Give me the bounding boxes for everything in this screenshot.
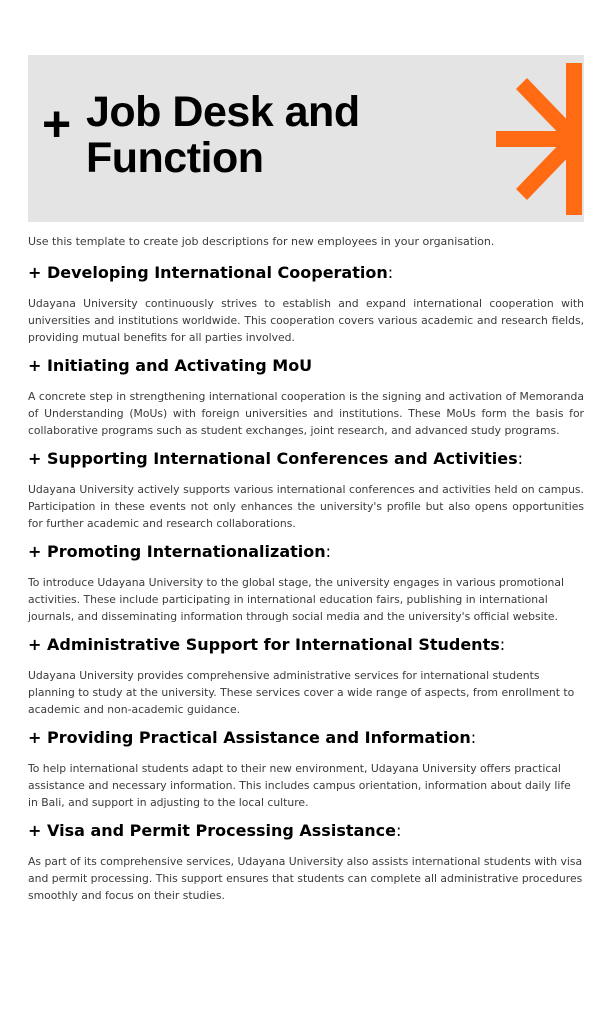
section-heading (28, 262, 584, 284)
section-heading-colon: : (325, 542, 332, 561)
page-title (86, 89, 446, 181)
section-heading-colon: : (517, 449, 524, 468)
plus-icon: + (42, 96, 72, 152)
header-banner (28, 55, 584, 222)
section-visa-permit (28, 820, 584, 904)
section-supporting-conferences (28, 448, 584, 532)
section-heading-text: + Promoting Internationalization (28, 542, 326, 561)
section-promoting-internationalization (28, 541, 584, 625)
section-body: To introduce Udayana University to the global stage, the university engages in various promotional activities. These include participating in international education fairs, publishing in international journals, and disseminating information through social media and the university's official website. (28, 576, 564, 623)
section-heading-text: + Providing Practical Assistance and Information (28, 728, 471, 747)
section-heading-text: + Administrative Support for International Students (28, 635, 500, 654)
section-body: Udayana University continuously strives to establish and expand international cooperation with universities and institutions worldwide. This cooperation covers various academic and research fields, providing mutual benefits for all parties involved. (28, 297, 584, 344)
section-body: As part of its comprehensive services, Udayana University also assists international students with visa and permit processing. This support ensures that students can complete all administrative procedures smoothly and focus on their studies. (28, 855, 583, 902)
page-title-line-1: Job Desk and (86, 88, 360, 136)
section-body: Udayana University actively supports various international conferences and activities held on campus. Participation in these events not only enhances the university's profile but also opens opportunities for further academic and research collaborations. (28, 483, 584, 530)
arrow-asterisk-logo-icon (496, 63, 584, 215)
section-initiating-mou (28, 355, 584, 439)
section-body: A concrete step in strengthening international cooperation is the signing and activation of Memoranda of Understanding (MoUs) with foreign universities and institutions. These MoUs form the basis for collaborative programs such as student exchanges, joint research, and advanced study programs. (28, 390, 584, 437)
section-heading (28, 541, 584, 563)
section-heading-colon: : (499, 635, 506, 654)
section-heading (28, 727, 584, 749)
section-heading (28, 634, 584, 656)
section-administrative-support (28, 634, 584, 718)
intro-text: Use this template to create job descriptions for new employees in your organisation. (28, 235, 495, 248)
section-heading (28, 820, 584, 842)
section-developing-cooperation (28, 262, 584, 346)
sections-list (28, 262, 584, 913)
section-body: To help international students adapt to their new environment, Udayana University offers practical assistance and necessary information. This includes campus orientation, information about daily life in Bali, and support in adjusting to the local culture. (28, 762, 571, 809)
section-heading-text: + Supporting International Conferences and Activities (28, 449, 518, 468)
section-heading-colon: : (396, 821, 402, 840)
section-heading-text: + Initiating and Activating MoU (28, 356, 313, 375)
section-heading-colon: : (387, 263, 394, 282)
section-heading-colon: : (470, 728, 477, 747)
page-title-line-2: Function (86, 134, 264, 182)
section-heading (28, 355, 584, 377)
section-heading-text: + Visa and Permit Processing Assistance (28, 821, 397, 840)
section-heading (28, 448, 584, 470)
section-body: Udayana University provides comprehensive administrative services for international students planning to study at the university. These services cover a wide range of aspects, from enrollment to academic and non-academic guidance. (28, 669, 575, 716)
section-practical-assistance (28, 727, 584, 811)
section-heading-text: + Developing International Cooperation (28, 263, 388, 282)
